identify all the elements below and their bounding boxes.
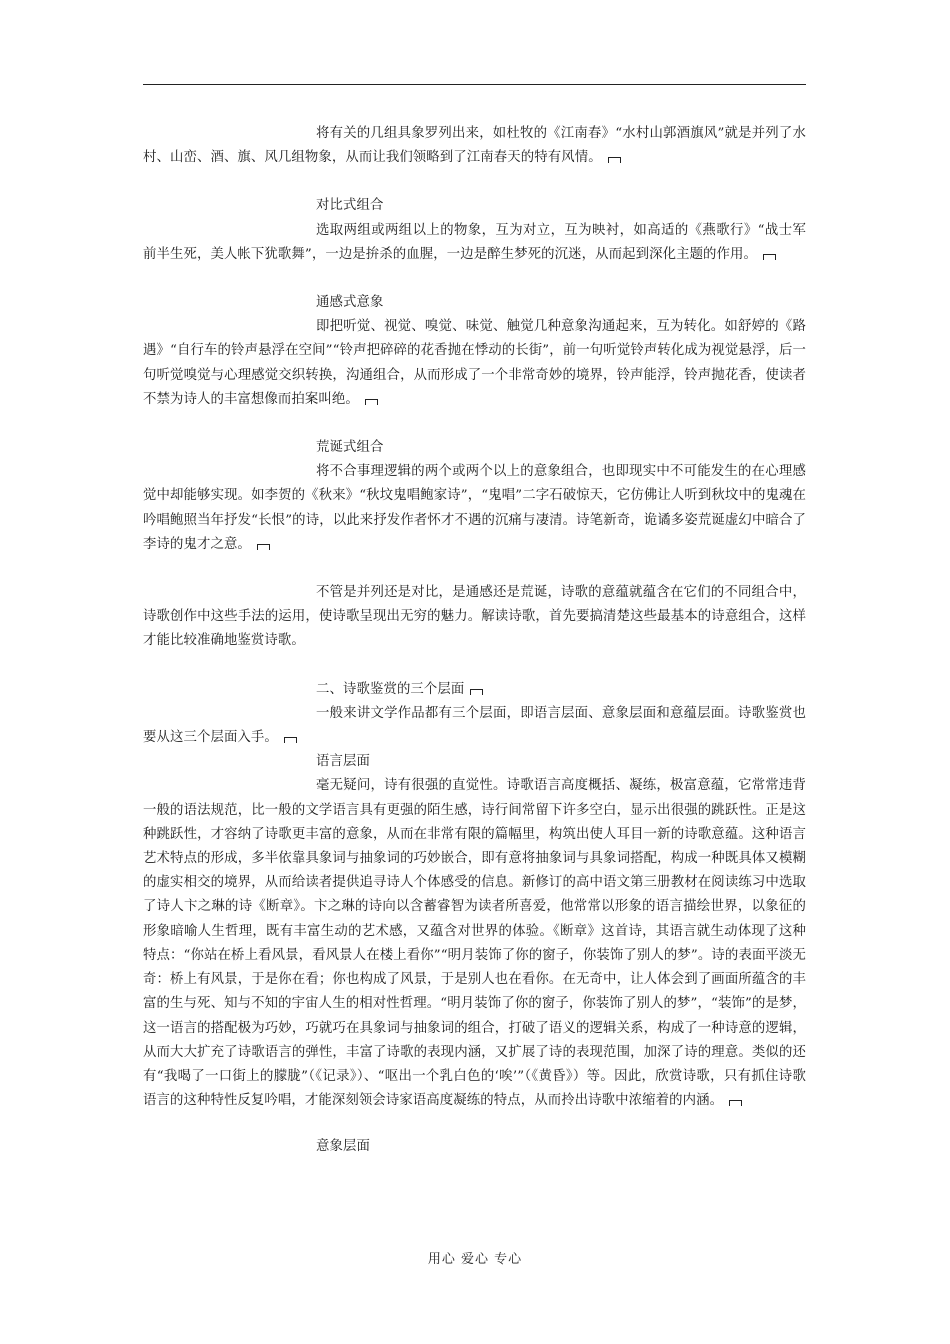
paragraph-mark-icon bbox=[470, 689, 483, 695]
heading-contrast: 对比式组合 bbox=[316, 198, 384, 214]
page-footer: 用心 爱心 专心 bbox=[427, 1252, 523, 1267]
paragraph-mark-icon bbox=[257, 544, 270, 550]
heading-language-level: 语言层面 bbox=[316, 754, 370, 770]
header-rule bbox=[143, 84, 806, 85]
paragraph-synesthesia: 即把听觉、视觉、嗅觉、味觉、触觉几种意象沟通起来，互为转化。如舒婷的《路遇》“自行车的铃声悬浮在空间”“铃声把碎碎的花香抛在悸动的长街”，前一句听觉铃声转化成为视觉悬浮，后一句听觉嗅觉与心理感觉交织转换，沟通组合，从而形成了一个非常奇妙的境界，铃声能浮，铃声抛花香，使读者不禁为诗人的丰富想像而拍案叫绝。 bbox=[143, 319, 806, 407]
paragraph-mark-icon bbox=[763, 254, 776, 260]
paragraph-contrast: 选取两组或两组以上的物象，互为对立，互为映衬，如高适的《燕歌行》“战士军前半生死，美人帐下犹歌舞”，一边是拚杀的血腥，一边是醉生梦死的沉迷，从而起到深化主题的作用。 bbox=[143, 222, 806, 262]
paragraph-absurd: 将不合事理逻辑的两个或两个以上的意象组合，也即现实中不可能发生的在心理感觉中却能够实现。如李贺的《秋来》“秋坟鬼唱鲍家诗”，“鬼唱”二字石破惊天，它仿佛让人听到秋坟中的鬼魂在吟唱鲍照当年抒发“长恨”的诗，以此来抒发作者怀才不遇的沉痛与凄清。诗笔新奇，诡谲多姿荒诞虚幻中暗合了李诗的鬼才之意。 bbox=[143, 464, 806, 552]
heading-absurd: 荒诞式组合 bbox=[316, 440, 384, 456]
paragraph-three-levels: 一般来讲文学作品都有三个层面，即语言层面、意象层面和意蕴层面。诗歌鉴赏也要从这三个层面入手。 bbox=[143, 705, 806, 746]
paragraph-summary: 不管是并列还是对比，是通感还是荒诞，诗歌的意蕴就蕴含在它们的不同组合中，诗歌创作中这些手法的运用，使诗歌呈现出无穷的魅力。解读诗歌，首先要搞清楚这些最基本的诗意组合，这样才能比较准确地鉴赏诗歌。 bbox=[143, 585, 806, 649]
paragraph-mark-icon bbox=[729, 1100, 742, 1106]
paragraph-mark-icon bbox=[608, 157, 621, 163]
paragraph-mark-icon bbox=[284, 737, 297, 743]
paragraph-language-level: 毫无疑问，诗有很强的直觉性。诗歌语言高度概括、凝练，极富意蕴，它常常违背一般的语法规范，比一般的文学语言具有更强的陌生感，诗行间常留下许多空白，显示出很强的跳跃性。正是这种跳跃性，才容纳了诗歌更丰富的意象，从而在非常有限的篇幅里，构筑出使人耳目一新的诗歌意蕴。这种语言艺术特点的形成，多半依靠具象词与抽象词的巧妙嵌合，即有意将抽象词与具象词搭配，构成一种既具体又模糊的虚实相交的境界，从而给读者提供追寻诗人个体感受的信息。新修订的高中语文第三册教材在阅读练习中选取了诗人卞之琳的诗《断章》。卞之琳的诗向以含蓄睿智为读者所喜爱，他常常以形象的语言描绘世界，以象征的形象暗喻人生哲理，既有丰富生动的艺术感，又蕴含对世界的体验。《断章》这首诗，其语言就生动体现了这种特点：“你站在桥上看风景，看风景人在楼上看你”“明月装饰了你的窗子，你装饰了别人的梦”。诗的表面平淡无奇：桥上有风景，于是你在看；你也构成了风景，于是别人也在看你。在无奇中，让人体会到了画面所蕴含的丰富的生与死、知与不知的宇宙人生的相对性哲理。“明月装饰了你的窗子，你装饰了别人的梦”，“装饰”的是梦，这一语言的搭配极为巧妙，巧就巧在具象词与抽象词的组合，打破了语义的逻辑关系，构成了一种诗意的逻辑，从而大大扩充了诗歌语言的弹性，丰富了诗歌的表现内涵，又扩展了诗的表现范围，加深了诗的理意。类似的还有“我喝了一口街上的朦胧”（《记录》）、“呕出一个乳白色的‘唉’”（《黄昏》）等。因此，欣赏诗歌，只有抓住诗歌语言的这种特性反复吟唱，才能深刻领会诗家语高度凝练的特点，从而拎出诗歌中浓缩着的内涵。 bbox=[143, 778, 806, 1109]
heading-three-levels: 二、诗歌鉴赏的三个层面 bbox=[143, 678, 806, 702]
heading-image-level: 意象层面 bbox=[316, 1139, 370, 1155]
paragraph-mark-icon bbox=[365, 399, 378, 405]
paragraph-parallel-example: 将有关的几组具象罗列出来，如杜牧的《江南春》“水村山郭酒旗风”就是并列了水村、山峦、酒、旗、风几组物象，从而让我们领略到了江南春天的特有风情。 bbox=[143, 126, 806, 166]
heading-synesthesia: 通感式意象 bbox=[316, 295, 384, 311]
document-body bbox=[143, 122, 806, 1160]
